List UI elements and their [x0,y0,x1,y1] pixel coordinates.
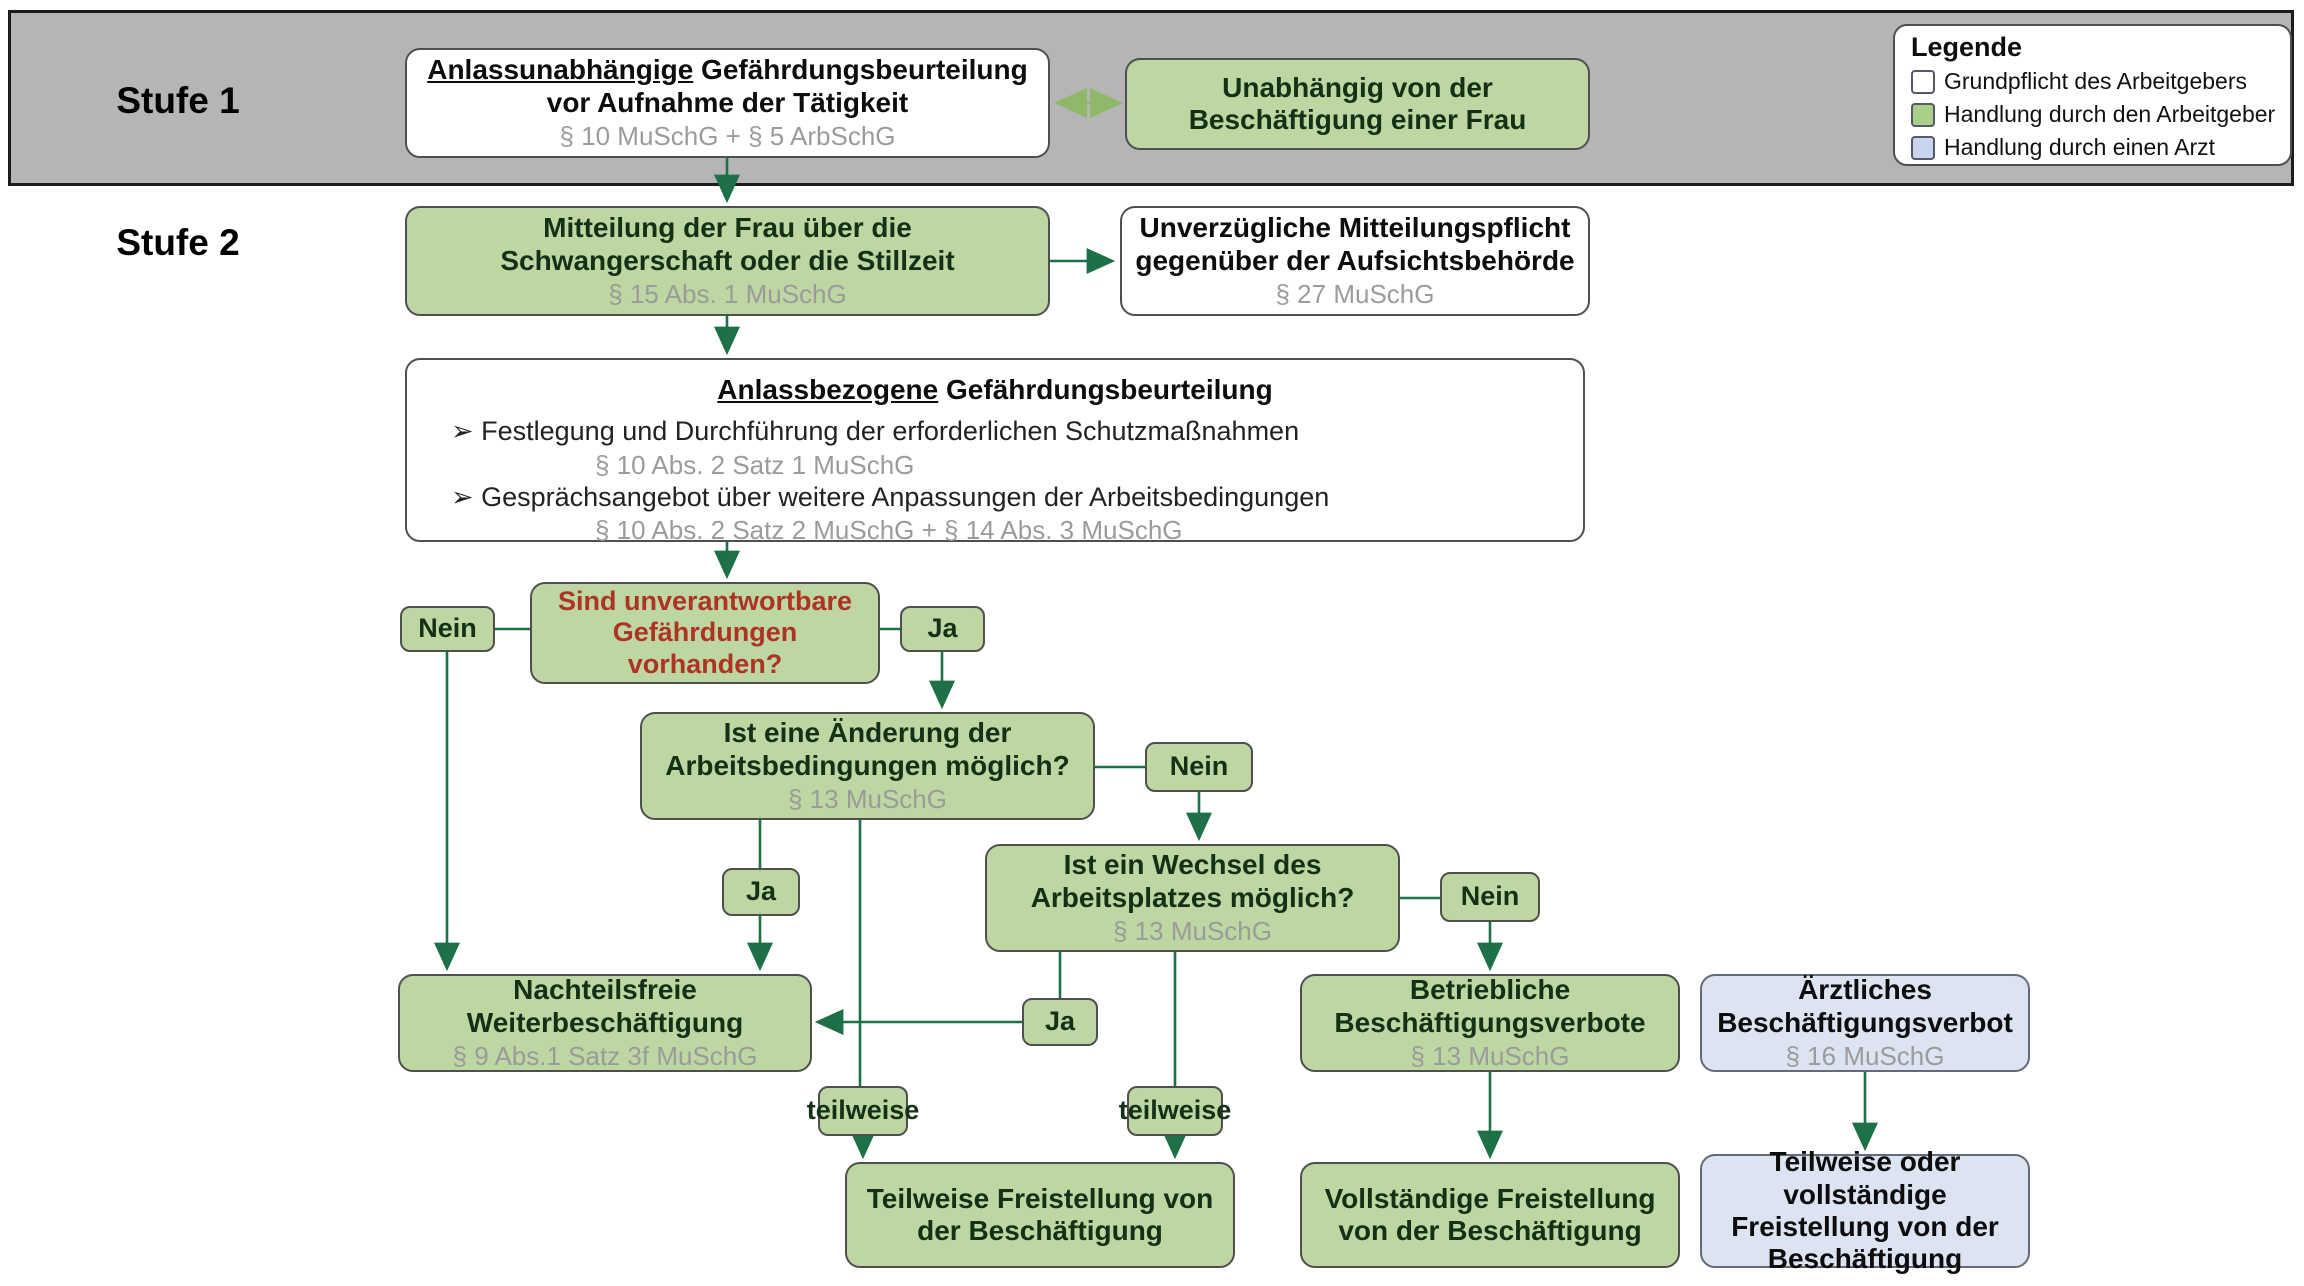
node-line: Gefährdungen [612,617,798,648]
stage2-label: Stufe 2 [116,222,240,263]
node-line: gegenüber der Aufsichtsbehörde [1135,244,1575,276]
edge-label-nein-2: Nein [1145,742,1253,792]
legend-title: Legende [1911,32,2023,62]
legend-item-doctor-action: Handlung durch einen Arzt [1911,131,2280,164]
node-line: vorhanden? [627,648,783,679]
node-title: Anlassunabhängige Gefährdungsbeurteilung [427,54,1028,86]
node-line: Schwangerschaft oder die Stillzeit [500,244,955,276]
node-line: Nachteilsfreie [513,974,697,1006]
node-full-release [1300,1162,1680,1268]
node-line: Vollständige Freistellung [1324,1182,1656,1214]
edge-label-ja-2: Ja [722,868,800,916]
node-line: Beschäftigungsverbot [1717,1006,2013,1038]
node-line: der Beschäftigung [917,1215,1163,1246]
law-reference: § 10 MuSchG + § 5 ArbSchG [559,121,896,152]
node-line: Ärztliches [1798,974,1932,1006]
law-reference: § 13 MuSchG [1410,1041,1570,1072]
edge-label-teilweise-2: teilweise [1127,1086,1223,1136]
node-line: Arbeitsbedingungen möglich? [665,749,1070,781]
node-title: Anlassbezogene Gefährdungsbeurteilung [717,374,1273,405]
node-line: von der Beschäftigung [1338,1215,1642,1246]
bullet-item: ➢ Festlegung und Durchführung der erforderlichen Schutzmaßnahmen [451,416,1300,447]
law-reference: § 13 MuSchG [1113,916,1272,947]
node-line: Sind unverantwortbare [557,586,853,617]
bullet-item: ➢ Gesprächsangebot über weitere Anpassungen der Arbeitsbedingungen [451,481,1330,512]
node-continue-work [398,974,812,1072]
node-line: Ist eine Änderung der [723,717,1012,749]
node-line: Beschäftigung einer Frau [1188,104,1527,135]
edge-label-nein-1: Nein [400,606,495,652]
node-line: Mitteilung der Frau über die [543,212,912,244]
law-reference: § 15 Abs. 1 MuSchG [608,279,847,310]
law-reference: § 9 Abs.1 Satz 3f MuSchG [452,1041,758,1072]
node-occasion-assessment [405,358,1585,546]
node-line: Weiterbeschäftigung [466,1006,744,1038]
node-change-question [640,712,1095,820]
node-line: vor Aufnahme der Tätigkeit [546,86,909,118]
node-partial-release [845,1162,1235,1268]
law-reference: § 16 MuSchG [1785,1041,1945,1072]
green-swatch-icon [1911,103,1935,127]
node-independent-assessment [405,48,1050,158]
node-line: Beschäftigungsverbote [1334,1006,1646,1038]
stage1-label: Stufe 1 [116,80,240,121]
node-line: Unverzügliche Mitteilungspflicht [1139,212,1571,244]
node-line: Freistellung von der [1731,1211,1999,1242]
legend-item-employer-action: Handlung durch den Arbeitgeber [1911,98,2280,131]
node-line: Arbeitsplatzes möglich? [1030,881,1355,913]
law-reference: § 13 MuSchG [788,784,947,815]
node-line: Unabhängig von der [1222,71,1493,103]
law-reference: § 10 Abs. 2 Satz 1 MuSchG [595,449,915,480]
node-line: Teilweise Freistellung von [866,1182,1214,1214]
legend-item-employer-duty: Grundpflicht des Arbeitgebers [1911,65,2280,98]
node-medical-ban [1700,974,2030,1072]
node-partial-or-full-release [1700,1146,2030,1275]
legend [1893,24,2292,166]
node-line: Betriebliche [1409,974,1571,1006]
edge-label-ja-1: Ja [900,606,985,652]
edge-label-teilweise-1: teilweise [818,1086,908,1136]
node-independent-note [1125,58,1590,150]
white-swatch-icon [1911,70,1935,94]
law-reference: § 10 Abs. 2 Satz 2 MuSchG + § 14 Abs. 3 MuSchG [595,515,1183,546]
node-switch-question [985,844,1400,952]
node-line: Teilweise oder vollständige [1769,1146,1961,1210]
node-line: Ist ein Wechsel des [1063,849,1322,881]
node-line: Beschäftigung [1767,1243,1963,1275]
edge-label-nein-3: Nein [1440,872,1540,922]
node-company-ban [1300,974,1680,1072]
node-notification-woman [405,206,1050,316]
node-hazard-question [530,582,880,684]
edge-label-ja-3: Ja [1022,998,1098,1046]
node-notification-authority [1120,206,1590,316]
blue-swatch-icon [1911,136,1935,160]
law-reference: § 27 MuSchG [1275,279,1435,310]
